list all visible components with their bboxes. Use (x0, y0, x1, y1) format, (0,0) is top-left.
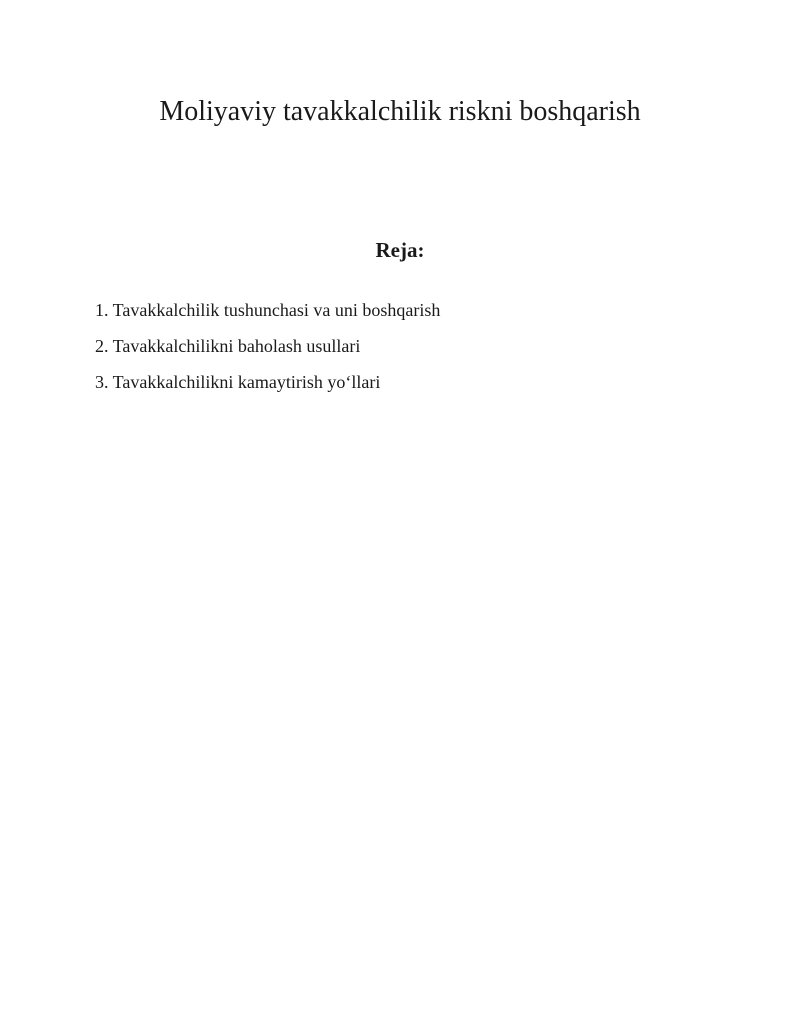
plan-heading: Reja: (375, 238, 425, 262)
plan-item-1: 1. Tavakkalchilik tushunchasi va uni boshqarish (95, 300, 441, 320)
plan-item-3: 3. Tavakkalchilikni kamaytirish yo‘llari (95, 372, 381, 392)
plan-list (95, 297, 440, 405)
plan-item-2: 2. Tavakkalchilikni baholash usullari (95, 336, 361, 356)
document-title: Moliyaviy tavakkalchilik riskni boshqarish (159, 96, 641, 127)
